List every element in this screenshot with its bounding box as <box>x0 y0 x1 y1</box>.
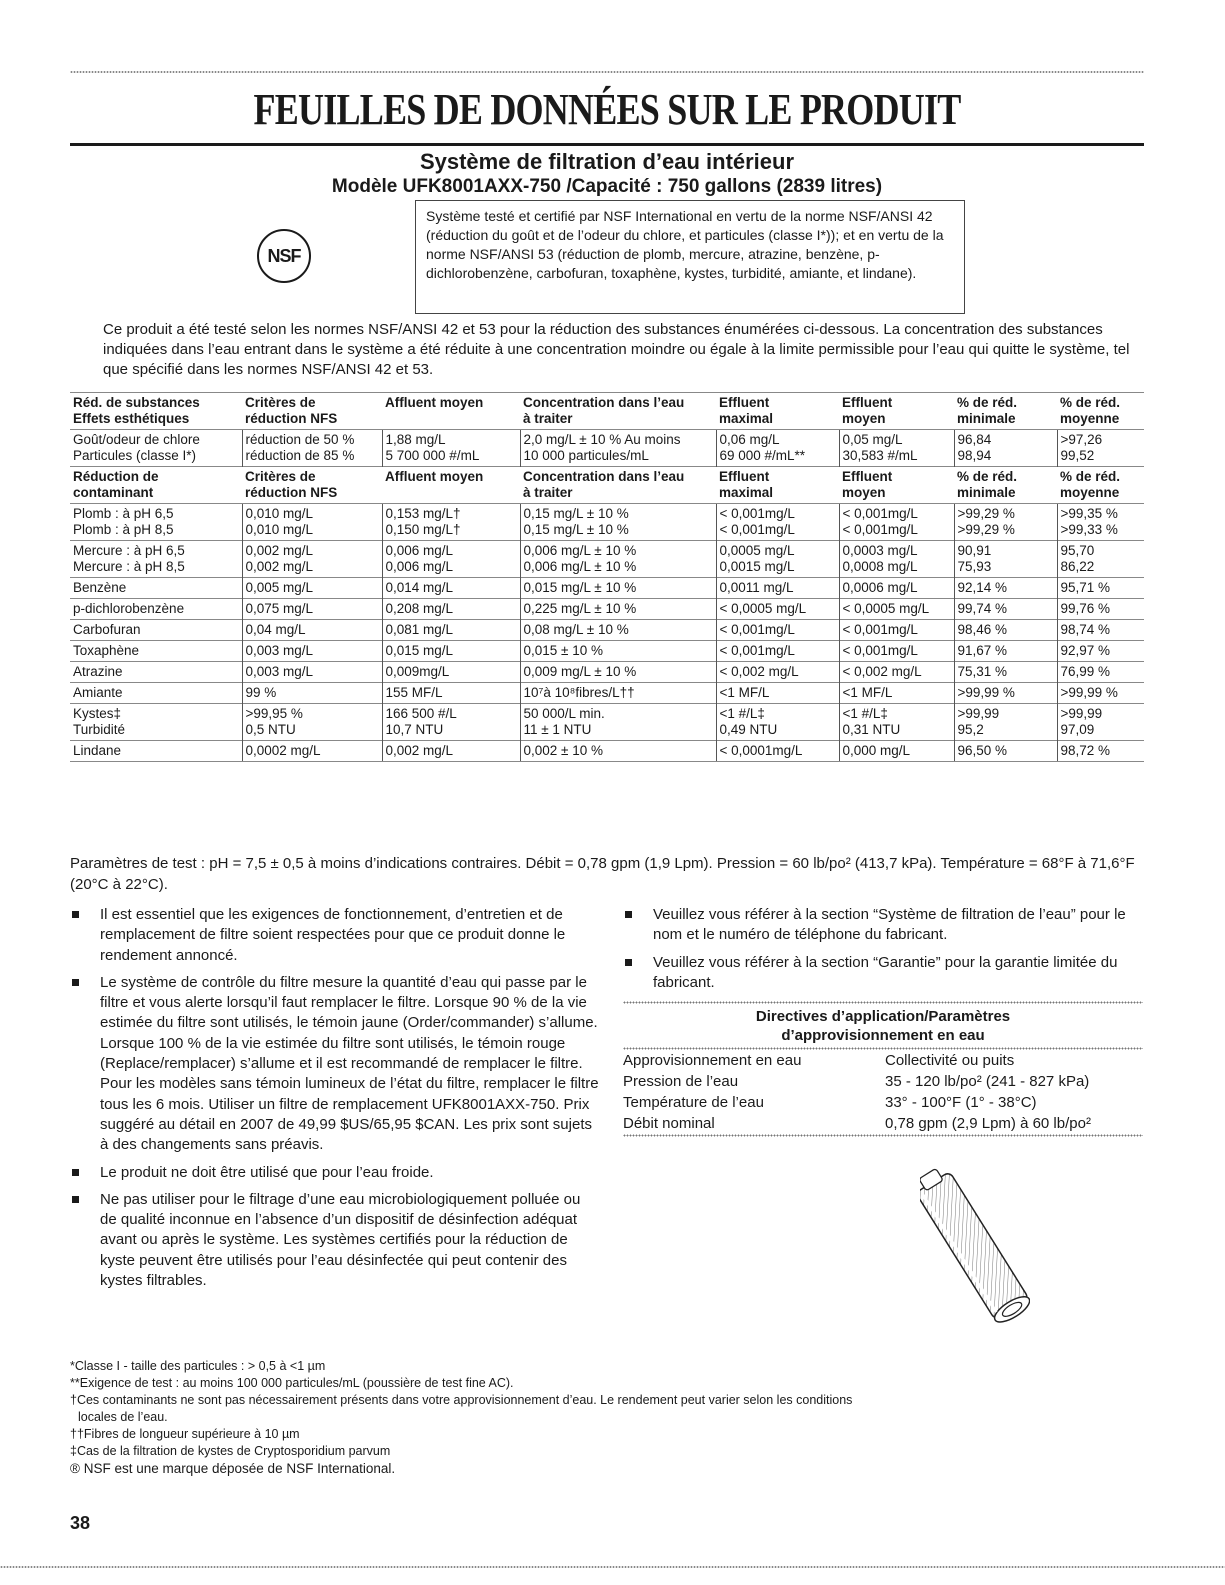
table-cell: < 0,002 mg/L <box>716 662 839 683</box>
spec-title-line2: d’approvisionnement en eau <box>781 1027 985 1044</box>
table-cell: <1 MF/L <box>839 683 954 704</box>
table-cell: 98,74 % <box>1057 620 1144 641</box>
performance-table <box>70 392 1144 762</box>
table-cell: 98,72 % <box>1057 741 1144 762</box>
table-cell: 0,005 mg/L <box>242 578 382 599</box>
table-cell: Amiante <box>70 683 242 704</box>
spec-value: 0,78 gpm (2,9 Lpm) à 60 lb/po² <box>885 1115 1091 1132</box>
model-line: Modèle UFK8001AXX-750 /Capacité : 750 gallons (2839 litres) <box>331 176 883 197</box>
table-cell: 0,0011 mg/L <box>716 578 839 599</box>
table-cell: >99,99 % <box>954 683 1057 704</box>
table-cell: 0,015 mg/L <box>382 641 520 662</box>
dotted-separator <box>623 1134 1143 1137</box>
table-cell: < 0,001mg/L <box>716 620 839 641</box>
column-header: Critères de réduction NFS <box>242 393 382 430</box>
list-item: Le produit ne doit être utilisé que pour l’eau froide. <box>70 1163 600 1183</box>
table-cell: 0,0006 mg/L <box>839 578 954 599</box>
table-cell: 0,006 mg/L 0,006 mg/L <box>382 541 520 578</box>
table-header-row <box>70 393 1144 430</box>
table-cell: 0,05 mg/L 30,583 #/mL <box>839 430 954 467</box>
table-cell: 96,84 98,94 <box>954 430 1057 467</box>
table-cell: Plomb : à pH 6,5 Plomb : à pH 8,5 <box>70 504 242 541</box>
table-cell: p-dichlorobenzène <box>70 599 242 620</box>
table-row <box>70 430 1144 467</box>
table-cell: 0,006 mg/L ± 10 % 0,006 mg/L ± 10 % <box>520 541 716 578</box>
table-cell: 92,97 % <box>1057 641 1144 662</box>
table-cell: 0,000 mg/L <box>839 741 954 762</box>
table-cell: 98,46 % <box>954 620 1057 641</box>
table-cell: < 0,0005 mg/L <box>716 599 839 620</box>
table-cell: Mercure : à pH 6,5 Mercure : à pH 8,5 <box>70 541 242 578</box>
column-header: Affluent moyen <box>382 393 520 430</box>
table-cell: >97,26 99,52 <box>1057 430 1144 467</box>
column-header: Concentration dans l’eau à traiter <box>520 467 716 504</box>
top-dotted-rule <box>70 70 1144 74</box>
table-cell: 166 500 #/L 10,7 NTU <box>382 704 520 741</box>
right-bullet-list <box>623 905 1143 1000</box>
table-cell: 0,0005 mg/L 0,0015 mg/L <box>716 541 839 578</box>
table-cell: 0,208 mg/L <box>382 599 520 620</box>
table-cell: 10⁷à 10⁸fibres/L†† <box>520 683 716 704</box>
table-cell: 95,70 86,22 <box>1057 541 1144 578</box>
table-cell: < 0,0001mg/L <box>716 741 839 762</box>
table-cell: <1 #/L‡ 0,49 NTU <box>716 704 839 741</box>
table-row <box>70 662 1144 683</box>
table-cell: 2,0 mg/L ± 10 % Au moins 10 000 particules/mL <box>520 430 716 467</box>
table-cell: 76,99 % <box>1057 662 1144 683</box>
table-cell: <1 #/L‡ 0,31 NTU <box>839 704 954 741</box>
column-header: Concentration dans l’eau à traiter <box>520 393 716 430</box>
table-cell: 155 MF/L <box>382 683 520 704</box>
column-header: Effluent maximal <box>716 393 839 430</box>
table-cell: < 0,002 mg/L <box>839 662 954 683</box>
intro-paragraph: Ce produit a été testé selon les normes NSF/ANSI 42 et 53 pour la réduction des substances énumérées ci-dessous. La concentration des substances indiquées dans l’eau entrant dans le système a été réduite à une concentration moindre ou égale à la limite permissible pour l’eau qui quitte le système, tel que spécifié dans les normes NSF/ANSI 42 et 53. <box>103 321 1130 378</box>
table-cell: Carbofuran <box>70 620 242 641</box>
table-cell: 50 000/L min. 11 ± 1 NTU <box>520 704 716 741</box>
table-cell: < 0,001mg/L <box>839 641 954 662</box>
table-cell: 0,002 mg/L 0,002 mg/L <box>242 541 382 578</box>
spec-value: 35 - 120 lb/po² (241 - 827 kPa) <box>885 1073 1090 1090</box>
table-cell: 99,74 % <box>954 599 1057 620</box>
table-cell: 91,67 % <box>954 641 1057 662</box>
bottom-dotted-rule <box>0 1565 1225 1569</box>
table-row <box>70 599 1144 620</box>
table-cell: 1,88 mg/L 5 700 000 #/mL <box>382 430 520 467</box>
list-item: Ne pas utiliser pour le filtrage d’une eau microbiologiquement polluée ou de qualité inconnue en l’absence d’un dispositif de désinfection adéquat avant ou après le système. Les systèmes certifiés pour la réduction de kyste peuvent être utilisés pour l’eau désinfectée qui peut contenir des kystes filtrables. <box>70 1190 600 1291</box>
table-cell: 99 % <box>242 683 382 704</box>
footnote: ® NSF est une marque déposée de NSF International. <box>70 1461 396 1476</box>
table-cell: < 0,001mg/L <box>716 641 839 662</box>
table-cell: Toxaphène <box>70 641 242 662</box>
table-cell: 99,76 % <box>1057 599 1144 620</box>
table-cell: réduction de 50 % réduction de 85 % <box>242 430 382 467</box>
table-row <box>70 641 1144 662</box>
table-cell: >99,35 % >99,33 % <box>1057 504 1144 541</box>
list-item: Veuillez vous référer à la section “Garantie” pour la garantie limitée du fabricant. <box>623 953 1143 994</box>
table-cell: Goût/odeur de chlore Particules (classe I*) <box>70 430 242 467</box>
table-cell: 0,014 mg/L <box>382 578 520 599</box>
table-cell: 90,91 75,93 <box>954 541 1057 578</box>
table-cell: 0,081 mg/L <box>382 620 520 641</box>
test-parameters: Paramètres de test : pH = 7,5 ± 0,5 à moins d’indications contraires. Débit = 0,78 gpm (1,9 Lpm). Pression = 60 lb/po² (413,7 kPa). Température = 68°F à 71,6°F (20°C à 22°C). <box>70 855 1135 893</box>
table-cell: Atrazine <box>70 662 242 683</box>
footnote: *Classe I - taille des particules : > 0,5 à <1 µm <box>70 1359 326 1373</box>
table-row <box>70 741 1144 762</box>
table-row <box>70 541 1144 578</box>
table-cell: 0,002 ± 10 % <box>520 741 716 762</box>
application-parameters-table <box>623 1001 1143 1137</box>
nsf-logo-icon <box>257 229 311 283</box>
column-header: Effluent maximal <box>716 467 839 504</box>
column-header: % de réd. moyenne <box>1057 393 1144 430</box>
table-cell: Lindane <box>70 741 242 762</box>
spec-row <box>623 1092 1143 1113</box>
table-row <box>70 578 1144 599</box>
table-cell: 0,225 mg/L ± 10 % <box>520 599 716 620</box>
table-cell: < 0,001mg/L <box>839 620 954 641</box>
footnote: locales de l’eau. <box>78 1410 168 1424</box>
column-header: % de réd. moyenne <box>1057 467 1144 504</box>
table-cell: 0,010 mg/L 0,010 mg/L <box>242 504 382 541</box>
table-cell: 0,009mg/L <box>382 662 520 683</box>
table-cell: >99,99 % <box>1057 683 1144 704</box>
footnote: †Ces contaminants ne sont pas nécessairement présents dans votre approvisionnement d’eau. Le rendement peut varier selon les conditions <box>70 1393 853 1407</box>
list-item: Veuillez vous référer à la section “Système de filtration de l’eau” pour le nom et le numéro de téléphone du fabricant. <box>623 905 1143 946</box>
footnotes <box>70 1358 1150 1477</box>
column-header: % de réd. minimale <box>954 467 1057 504</box>
left-bullet-list <box>70 905 600 1298</box>
table-cell: 0,08 mg/L ± 10 % <box>520 620 716 641</box>
table-cell: 0,003 mg/L <box>242 662 382 683</box>
spec-value: 33° - 100°F (1° - 38°C) <box>885 1094 1037 1111</box>
table-cell: Benzène <box>70 578 242 599</box>
table-cell: 0,0003 mg/L 0,0008 mg/L <box>839 541 954 578</box>
column-header: Affluent moyen <box>382 467 520 504</box>
column-header: Réd. de substances Effets esthétiques <box>70 393 242 430</box>
table-header-row <box>70 467 1144 504</box>
table-cell: <1 MF/L <box>716 683 839 704</box>
column-header: Effluent moyen <box>839 467 954 504</box>
table-cell: 0,0002 mg/L <box>242 741 382 762</box>
table-cell: 0,06 mg/L 69 000 #/mL** <box>716 430 839 467</box>
spec-label: Approvisionnement en eau <box>623 1052 802 1069</box>
column-header: Effluent moyen <box>839 393 954 430</box>
title-rule <box>70 143 1144 146</box>
table-row <box>70 704 1144 741</box>
table-cell: 75,31 % <box>954 662 1057 683</box>
spec-label: Température de l’eau <box>623 1094 764 1111</box>
table-cell: < 0,001mg/L < 0,001mg/L <box>839 504 954 541</box>
column-header: Réduction de contaminant <box>70 467 242 504</box>
page-number: 38 <box>70 1513 91 1533</box>
table-row <box>70 620 1144 641</box>
table-cell: >99,29 % >99,29 % <box>954 504 1057 541</box>
certification-box: Système testé et certifié par NSF International en vertu de la norme NSF/ANSI 42 (réduction du goût et de l’odeur du chlore, et particules (classe I*)); et en vertu de la norme NSF/ANSI 53 (réduction de plomb, mercure, atrazine, benzène, p-dichlorobenzène, carbofuran, toxaphène, kystes, turbidité, amiante, et lindane). <box>415 200 965 314</box>
table-cell: 0,075 mg/L <box>242 599 382 620</box>
column-header: % de réd. minimale <box>954 393 1057 430</box>
table-cell: < 0,001mg/L < 0,001mg/L <box>716 504 839 541</box>
table-row <box>70 504 1144 541</box>
table-cell: 0,003 mg/L <box>242 641 382 662</box>
column-header: Critères de réduction NFS <box>242 467 382 504</box>
spec-label: Débit nominal <box>623 1115 715 1132</box>
page-title: FEUILLES DE DONNÉES SUR LE PRODUIT <box>253 85 961 134</box>
table-cell: < 0,0005 mg/L <box>839 599 954 620</box>
spec-label: Pression de l’eau <box>623 1073 739 1090</box>
list-item: Le système de contrôle du filtre mesure la quantité d’eau qui passe par le filtre et vous alerte lorsqu’il faut remplacer le filtre. Lorsque 90 % de la vie estimée du filtre sont utilisés, le témoin jaune (Order/commander) s’allume. Lorsque 100 % de la vie estimée du filtre sont utilisés, le témoin rouge (Replace/remplacer) s’allume et il est recommandé de remplacer le filtre. Pour les modèles sans témoin lumineux de l’état du filtre, remplacer le filtre tous les 6 mois. Utiliser un filtre de remplacement UFK8001AXX-750. Prix suggéré au détail en 2007 de 49,99 $US/65,95 $CAN. Les prix sont sujets à des changements sans préavis. <box>70 973 600 1156</box>
table-cell: 92,14 % <box>954 578 1057 599</box>
spec-table-title <box>623 1004 1143 1047</box>
table-cell: 0,015 ± 10 % <box>520 641 716 662</box>
footnote: ††Fibres de longueur supérieure à 10 µm <box>70 1427 300 1441</box>
spec-row <box>623 1050 1143 1071</box>
spec-row <box>623 1071 1143 1092</box>
footnote: ‡Cas de la filtration de kystes de Cryptosporidium parvum <box>70 1444 391 1458</box>
table-cell: 0,04 mg/L <box>242 620 382 641</box>
table-cell: >99,99 97,09 <box>1057 704 1144 741</box>
table-cell: Kystes‡ Turbidité <box>70 704 242 741</box>
spec-title-line1: Directives d’application/Paramètres <box>755 1008 1011 1025</box>
footnote: **Exigence de test : au moins 100 000 particules/mL (poussière de test fine AC). <box>70 1376 514 1390</box>
table-cell: >99,95 % 0,5 NTU <box>242 704 382 741</box>
table-cell: 0,009 mg/L ± 10 % <box>520 662 716 683</box>
water-filter-cartridge-illustration <box>920 1158 1030 1343</box>
product-subtitle: Système de filtration d’eau intérieur <box>419 149 795 174</box>
table-row <box>70 683 1144 704</box>
table-cell: >99,99 95,2 <box>954 704 1057 741</box>
table-cell: 95,71 % <box>1057 578 1144 599</box>
spec-row <box>623 1113 1143 1134</box>
table-cell: 0,002 mg/L <box>382 741 520 762</box>
table-cell: 96,50 % <box>954 741 1057 762</box>
table-cell: 0,153 mg/L† 0,150 mg/L† <box>382 504 520 541</box>
nsf-logo-text: NSF <box>267 245 301 266</box>
table-cell: 0,015 mg/L ± 10 % <box>520 578 716 599</box>
list-item: Il est essentiel que les exigences de fonctionnement, d’entretien et de remplacement de filtre soient respectées pour que ce produit donne le rendement annoncé. <box>70 905 600 966</box>
spec-value: Collectivité ou puits <box>885 1052 1015 1069</box>
table-cell: 0,15 mg/L ± 10 % 0,15 mg/L ± 10 % <box>520 504 716 541</box>
